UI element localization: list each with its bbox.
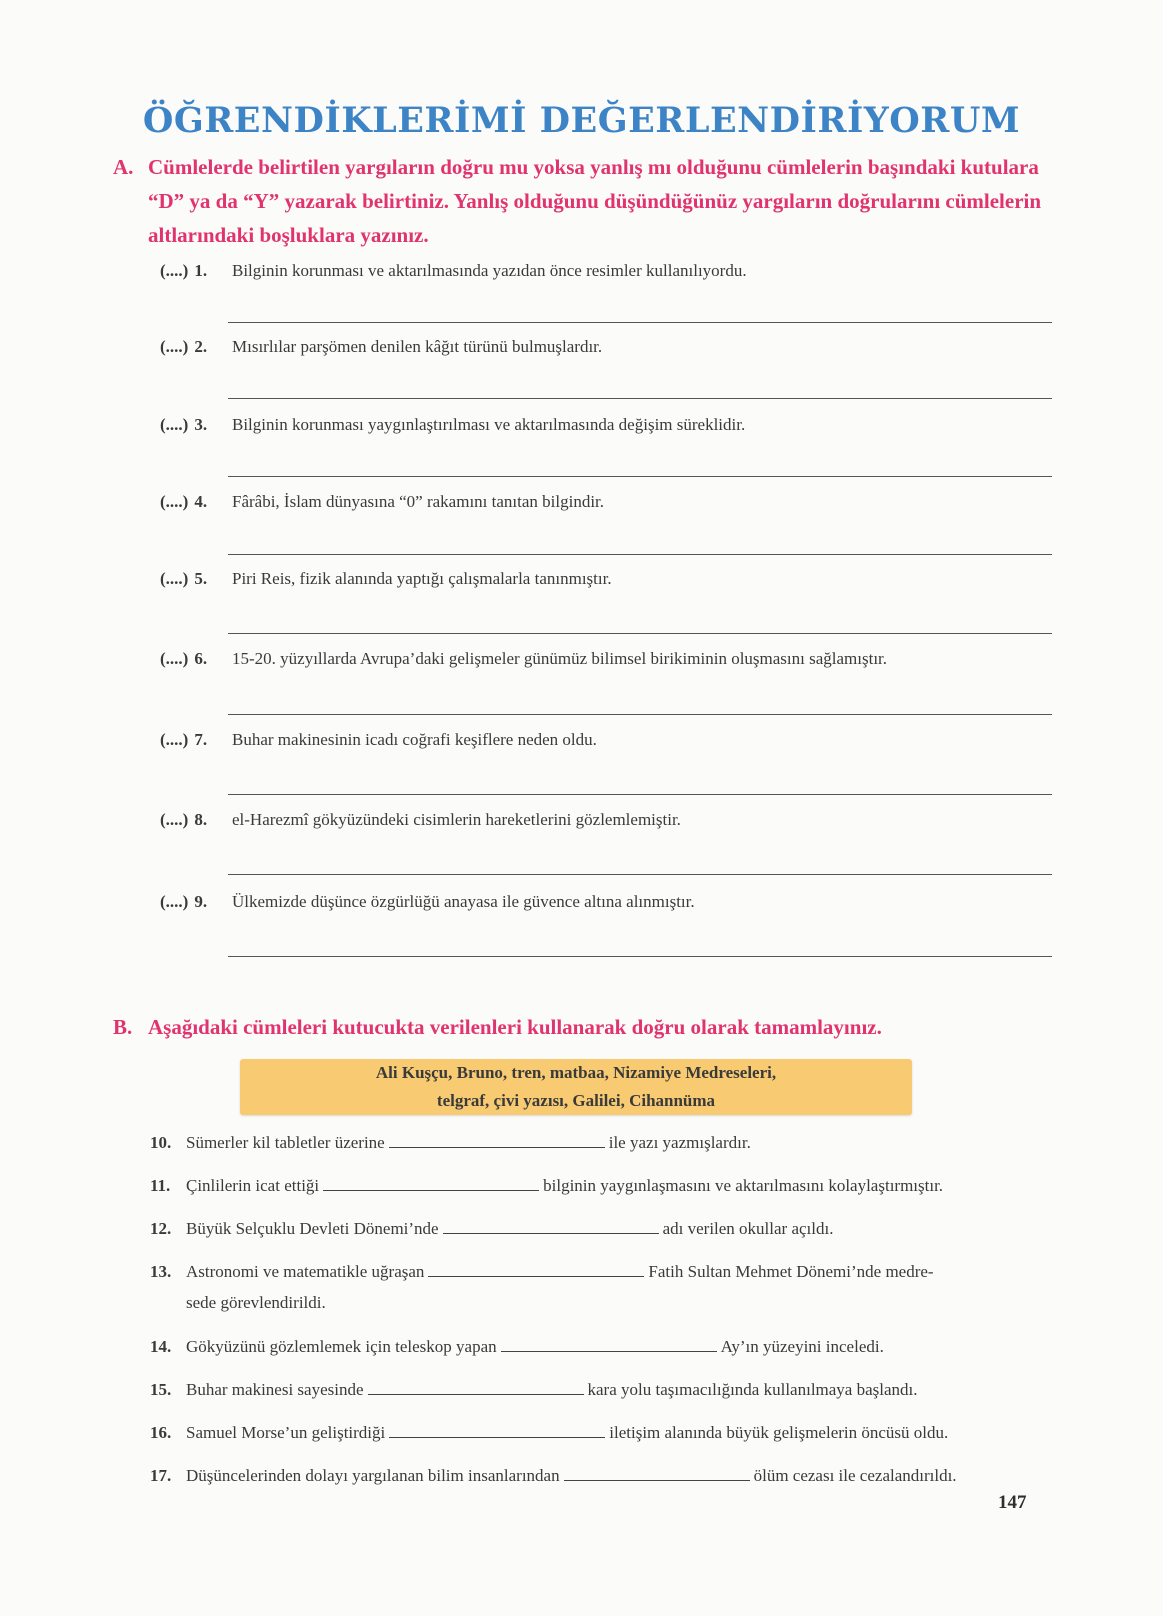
page-title: ÖĞRENDİKLERİMİ DEĞERLENDİRİYORUM (142, 100, 1021, 141)
correction-line-8[interactable] (228, 874, 1052, 875)
tf-item-7 (160, 729, 1050, 751)
correction-line-6[interactable] (228, 714, 1052, 715)
item-number: 3. (194, 415, 208, 434)
fill-item-12 (150, 1218, 1055, 1240)
answer-box[interactable]: (....) (160, 569, 189, 588)
fill-blank[interactable] (323, 1176, 539, 1191)
fill-item-13 (150, 1261, 1055, 1283)
tf-item-8 (160, 809, 1050, 831)
item-text-after: Fatih Sultan Mehmet Dönemi’nde medre- (648, 1262, 934, 1281)
item-text-before: Büyük Selçuklu Devleti Dönemi’nde (186, 1219, 439, 1238)
correction-line-2[interactable] (228, 398, 1052, 399)
item-text-before: Astronomi ve matematikle uğraşan (186, 1262, 425, 1281)
tf-item-3 (160, 414, 1050, 436)
correction-line-7[interactable] (228, 794, 1052, 795)
fill-item-11 (150, 1175, 1055, 1197)
page-number: 147 (998, 1492, 1027, 1513)
item-statement: el-Harezmî gökyüzündeki cisimlerin hareketlerini gözlemlemiştir. (232, 810, 681, 829)
answer-box[interactable]: (....) (160, 415, 189, 434)
item-number: 13. (150, 1262, 172, 1281)
item-number: 2. (194, 337, 208, 356)
correction-line-5[interactable] (228, 633, 1052, 634)
item-text-after: bilginin yaygınlaşmasını ve aktarılmasını kolaylaştırmıştır. (543, 1176, 944, 1195)
item-number: 12. (150, 1219, 172, 1238)
fill-item-16 (150, 1422, 1055, 1444)
fill-blank[interactable] (389, 1423, 605, 1438)
item-text-before: Çinlilerin icat ettiği (186, 1176, 320, 1195)
section-a-instruction (113, 150, 1048, 252)
fill-blank[interactable] (428, 1262, 644, 1277)
item-number: 7. (194, 730, 208, 749)
item-text-after: Ay’ın yüzeyini inceledi. (720, 1337, 884, 1356)
item-number: 16. (150, 1423, 172, 1442)
fill-item-17 (150, 1465, 1055, 1487)
item-text-after: ile yazı yazmışlardır. (608, 1133, 751, 1152)
item-text-before: Sümerler kil tabletler üzerine (186, 1133, 385, 1152)
fill-item-14 (150, 1336, 1055, 1358)
item-text-before: Samuel Morse’un geliştirdiği (186, 1423, 386, 1442)
fill-blank[interactable] (564, 1466, 750, 1481)
item-number: 10. (150, 1133, 172, 1152)
item-number: 17. (150, 1466, 172, 1485)
fill-item-15 (150, 1379, 1055, 1401)
fill-blank[interactable] (368, 1380, 584, 1395)
section-b-letter: B. (113, 1015, 133, 1039)
section-b-instruction (113, 1010, 1048, 1044)
word-bank-line-1: Ali Kuşçu, Bruno, tren, matbaa, Nizamiye Medreseleri, (375, 1063, 777, 1082)
item-text-after: adı verilen okullar açıldı. (662, 1219, 834, 1238)
fill-item-10 (150, 1132, 1055, 1154)
item-statement: Piri Reis, fizik alanında yaptığı çalışmalarla tanınmıştır. (232, 569, 612, 588)
tf-item-5 (160, 568, 1050, 590)
item-statement: Mısırlılar parşömen denilen kâğıt türünü bulmuşlardır. (232, 337, 603, 356)
item-statement: Bilginin korunması ve aktarılmasında yazıdan önce resimler kullanılıyordu. (232, 261, 747, 280)
item-number: 8. (194, 810, 208, 829)
answer-box[interactable]: (....) (160, 649, 189, 668)
item-statement: Fârâbi, İslam dünyasına “0” rakamını tanıtan bilgindir. (232, 492, 605, 511)
answer-box[interactable]: (....) (160, 492, 189, 511)
item-number: 6. (194, 649, 208, 668)
correction-line-9[interactable] (228, 956, 1052, 957)
item-text-before: Düşüncelerinden dolayı yargılanan bilim insanlarından (186, 1466, 560, 1485)
correction-line-1[interactable] (228, 322, 1052, 323)
answer-box[interactable]: (....) (160, 810, 189, 829)
section-a-letter: A. (113, 155, 134, 179)
item-number: 14. (150, 1337, 172, 1356)
fill-item-13-continuation: sede görevlendirildi. (186, 1293, 326, 1312)
answer-box[interactable]: (....) (160, 892, 189, 911)
fill-blank[interactable] (501, 1337, 717, 1352)
item-statement: 15-20. yüzyıllarda Avrupa’daki gelişmeler günümüz bilimsel birikiminin oluşmasını sağlamıştır. (232, 649, 888, 668)
item-statement: Bilginin korunması yaygınlaştırılması ve aktarılmasında değişim süreklidir. (232, 415, 746, 434)
section-a-text: Cümlelerde belirtilen yargıların doğru mu yoksa yanlış mı olduğunu cümlelerin başındaki kutulara “D” ya da “Y” yazarak belirtiniz. Yanlış olduğunu düşündüğünüz yargıların doğrularını cümlelerin altlarındaki boşluklara yazınız. (148, 155, 1042, 247)
fill-blank[interactable] (443, 1219, 659, 1234)
item-text-before: Buhar makinesi sayesinde (186, 1380, 364, 1399)
item-number: 15. (150, 1380, 172, 1399)
word-bank-line-2: telgraf, çivi yazısı, Galilei, Cihannüma (436, 1091, 716, 1110)
item-text-after: kara yolu taşımacılığında kullanılmaya başlandı. (587, 1380, 918, 1399)
item-text-after: iletişim alanında büyük gelişmelerin öncüsü oldu. (609, 1423, 949, 1442)
item-number: 5. (194, 569, 208, 588)
word-bank-box (240, 1059, 912, 1115)
fill-blank[interactable] (389, 1133, 605, 1148)
tf-item-9 (160, 891, 1050, 913)
item-number: 9. (194, 892, 208, 911)
tf-item-4 (160, 491, 1050, 513)
answer-box[interactable]: (....) (160, 261, 189, 280)
item-statement: Ülkemizde düşünce özgürlüğü anayasa ile güvence altına alınmıştır. (232, 892, 695, 911)
item-number: 11. (150, 1176, 171, 1195)
item-number: 1. (194, 261, 208, 280)
correction-line-4[interactable] (228, 554, 1052, 555)
correction-line-3[interactable] (228, 476, 1052, 477)
item-text-before: Gökyüzünü gözlemlemek için teleskop yapan (186, 1337, 497, 1356)
tf-item-2 (160, 336, 1050, 358)
tf-item-6 (160, 648, 1050, 670)
answer-box[interactable]: (....) (160, 337, 189, 356)
answer-box[interactable]: (....) (160, 730, 189, 749)
tf-item-1 (160, 260, 1050, 282)
item-number: 4. (194, 492, 208, 511)
section-b-text: Aşağıdaki cümleleri kutucukta verilenleri kullanarak doğru olarak tamamlayınız. (148, 1015, 882, 1039)
item-statement: Buhar makinesinin icadı coğrafi keşiflere neden oldu. (232, 730, 597, 749)
item-text-after: ölüm cezası ile cezalandırıldı. (753, 1466, 957, 1485)
